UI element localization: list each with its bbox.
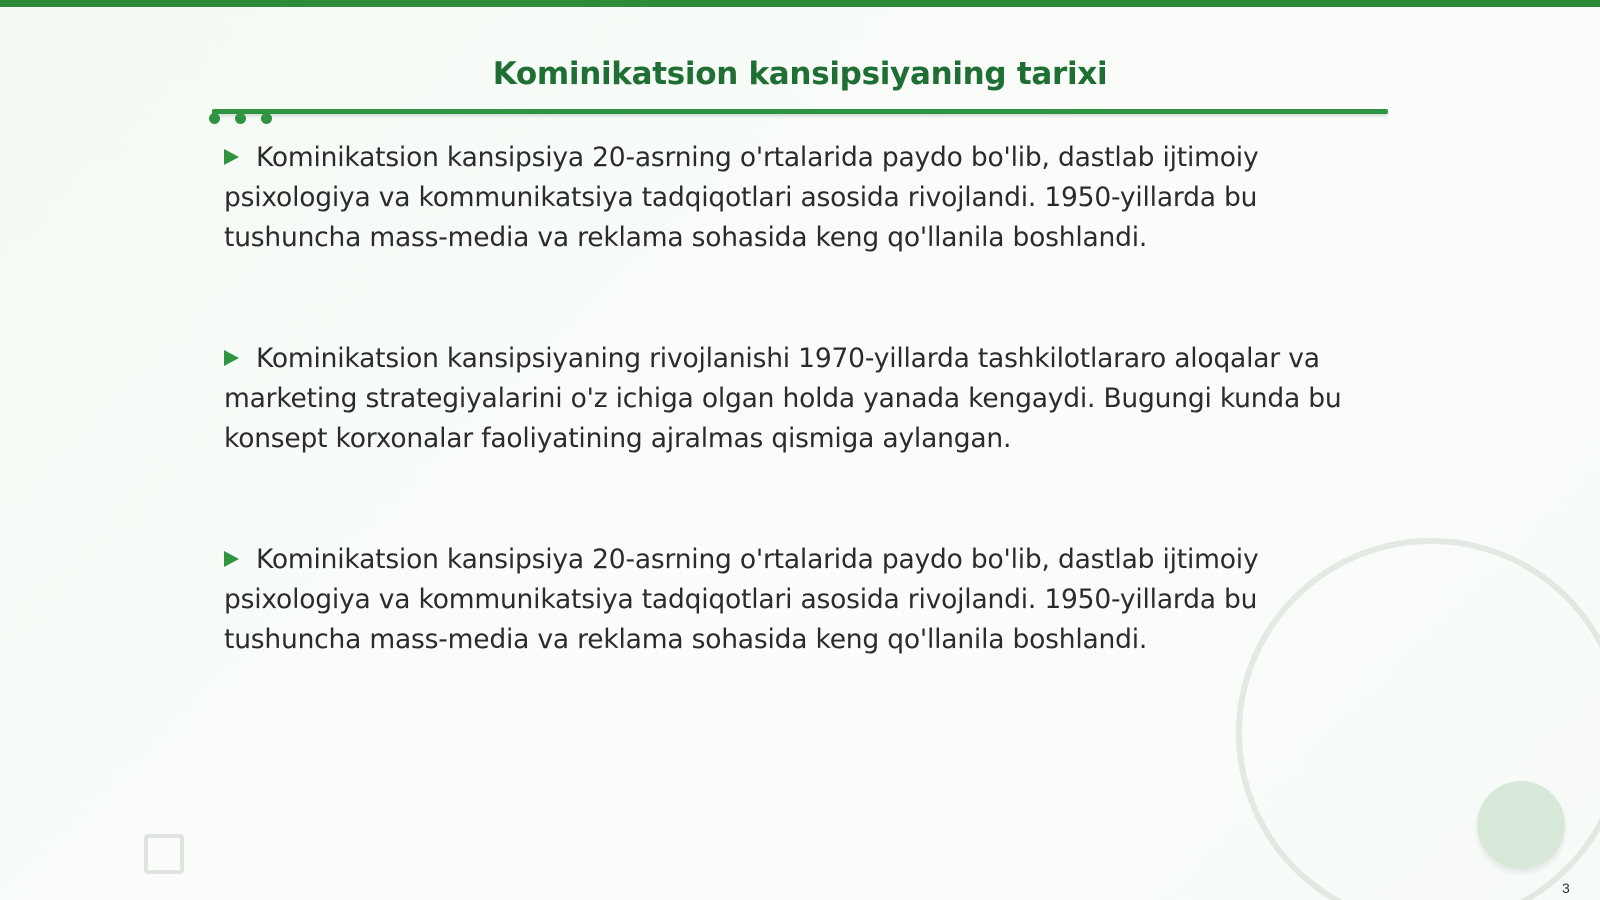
triangle-bullet-icon: [224, 551, 239, 567]
bullet-paragraph: [224, 339, 1374, 459]
decorative-square: [144, 834, 184, 874]
bullet-paragraph: [224, 138, 1374, 258]
page-number: 3: [1562, 880, 1570, 896]
triangle-bullet-icon: [224, 350, 239, 366]
decorative-circle: [1477, 781, 1565, 869]
slide-content: [224, 138, 1374, 741]
decorative-dot: [235, 113, 246, 124]
bullet-paragraph: [224, 540, 1374, 660]
triangle-bullet-icon: [224, 149, 239, 165]
decorative-dot: [209, 113, 220, 124]
paragraph-text: Kominikatsion kansipsiyaning rivojlanishi 1970-yillarda tashkilotlararo aloqalar va marketing strategiyalarini o'z ichiga olgan holda yanada kengaydi. Bugungi kunda bu konsept korxonalar faoliyatining ajralmas qismiga aylangan.: [224, 343, 1342, 454]
slide-title: Kominikatsion kansipsiyaning tarixi: [492, 56, 1108, 92]
decorative-dot: [261, 113, 272, 124]
title-underline: [212, 109, 1388, 114]
paragraph-text: Kominikatsion kansipsiya 20-asrning o'rtalarida paydo bo'lib, dastlab ijtimoiy psixologiya va kommunikatsiya tadqiqotlari asosida rivojlandi. 1950-yillarda bu tushuncha mass-media va reklama sohasida keng qo'llanila boshlandi.: [224, 544, 1259, 655]
paragraph-text: Kominikatsion kansipsiya 20-asrning o'rtalarida paydo bo'lib, dastlab ijtimoiy psixologiya va kommunikatsiya tadqiqotlari asosida rivojlandi. 1950-yillarda bu tushuncha mass-media va reklama sohasida keng qo'llanila boshlandi.: [224, 142, 1259, 253]
top-accent-bar: [0, 0, 1600, 7]
